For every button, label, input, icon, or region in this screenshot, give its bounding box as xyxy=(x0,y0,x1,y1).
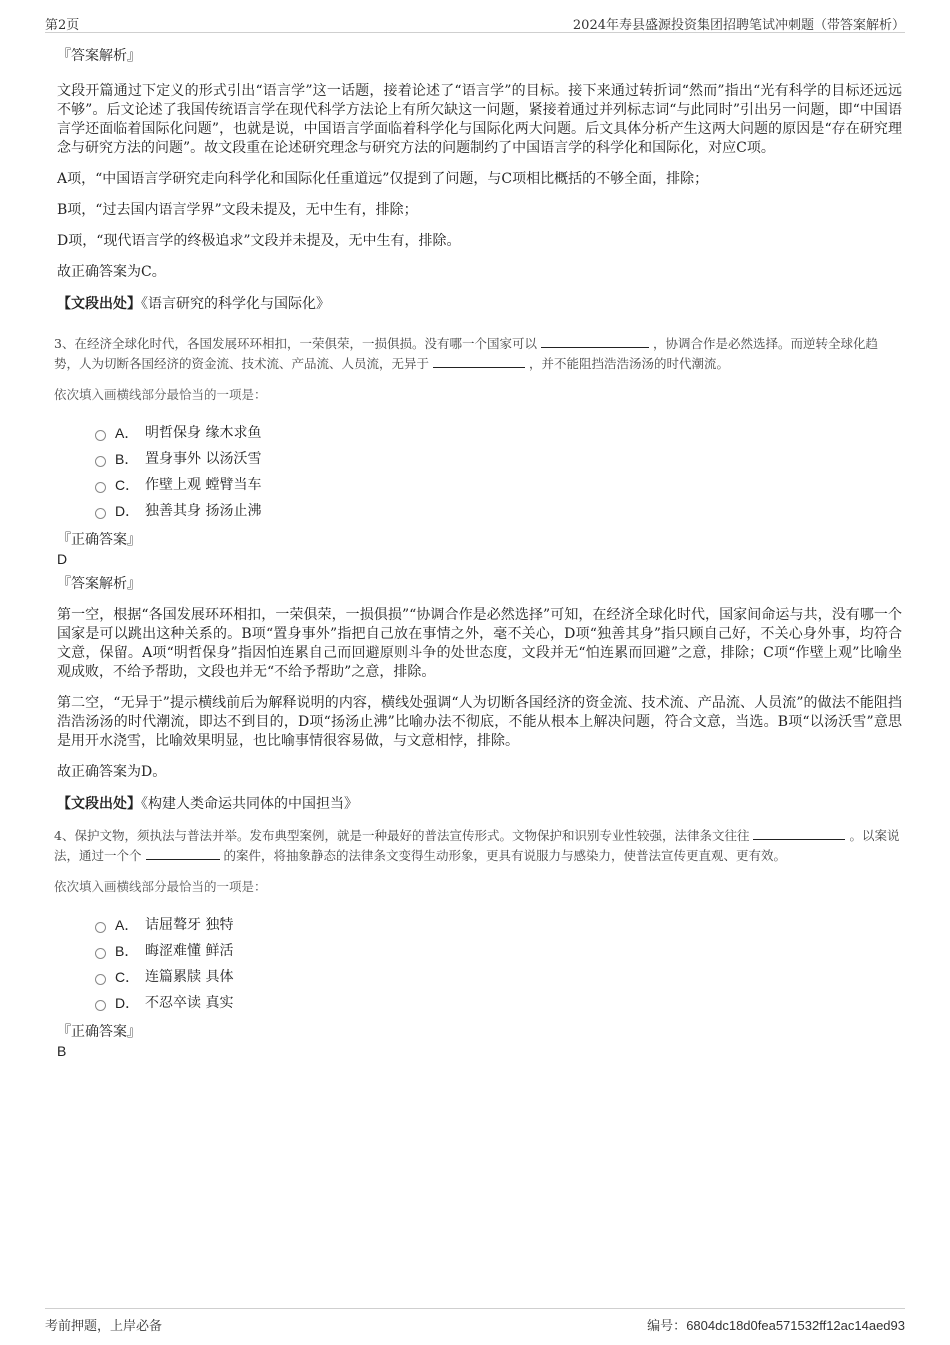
q3-conclusion: 故正确答案为D。 xyxy=(57,764,167,780)
q2-analysis-paragraph-1: 文段开篇通过下定义的形式引出“语言学”这一话题，接着论述了“语言学”的目标。接下来通过转折词“然而”指出“光有科学的目标还远远不够”。后文论述了我国传统语言学在现代科学方法论上有所欠缺这一问题，紧接着通过并列标志词“与此同时”引出另一问题，即“中国语言学还面临着国际化问题”，也就是说，中国语言学面临着科学化与国际化两大问题。后文具体分析产生这两大问题的原因是“存在研究理念与研究方法的问题”。故文段重在论述研究理念与研究方法的问题制约了中国语言学的科学化和国际化，对应C项。 xyxy=(57,83,902,156)
q2-source xyxy=(57,294,902,314)
option-text: 诘屈聱牙 独特 xyxy=(145,917,234,933)
code-value: 6804dc18d0fea571532ff12ac14aed93 xyxy=(686,1318,905,1333)
q2-analysis-label: 『答案解析』 xyxy=(57,48,141,64)
document-code xyxy=(647,1315,905,1334)
code-label: 编号： xyxy=(647,1318,687,1333)
q3-blank-2 xyxy=(433,355,525,368)
q4-blank-2 xyxy=(146,847,220,860)
option-text: 连篇累牍 具体 xyxy=(145,969,234,985)
q4-stem xyxy=(54,826,902,866)
q4-option-c[interactable] xyxy=(95,964,902,990)
q4-answer: B xyxy=(57,1043,67,1059)
q4-blank-1 xyxy=(753,827,845,840)
q3-stem xyxy=(54,334,902,374)
page-footer xyxy=(45,1308,905,1333)
option-letter: C． xyxy=(115,477,140,493)
radio-icon[interactable] xyxy=(95,922,106,933)
q3-options xyxy=(95,420,902,524)
q3-answer: D xyxy=(57,551,68,567)
q3-stem-part-3: ，并不能阻挡浩浩汤汤的时代潮流。 xyxy=(529,356,730,371)
q3-option-a[interactable] xyxy=(95,420,902,446)
page-content xyxy=(54,46,902,1060)
q3-answer-label: 『正确答案』 xyxy=(57,532,141,548)
q2-analysis-paragraph-2: A项，“中国语言学研究走向科学化和国际化任重道远”仅提到了问题，与C项相比概括的不够全面，排除； xyxy=(57,171,709,187)
q4-answer-label: 『正确答案』 xyxy=(57,1024,141,1040)
q4-instruction: 依次填入画横线部分最恰当的一项是： xyxy=(54,879,267,894)
q4-options xyxy=(95,912,902,1016)
page-header xyxy=(45,10,905,33)
option-letter: A． xyxy=(115,917,139,933)
q2-analysis-paragraph-3: B项，“过去国内语言学界”文段未提及，无中生有，排除； xyxy=(57,202,418,218)
q2-source-label: 【文段出处】 xyxy=(57,296,141,312)
q3-analysis-paragraph-2: 第二空，“无异于”提示横线前后为解释说明的内容，横线处强调“人为切断各国经济的资金流、技术流、产品流、人员流”的做法不能阻挡浩浩汤汤的时代潮流，即达不到目的，D项“扬汤止沸”比喻办法不彻底，不能从根本上解决问题，符合文意，当选。B项“以汤沃雪”意思是用开水浇雪，比喻效果明显，也比喻事情很容易做，与文意相悖，排除。 xyxy=(57,695,902,749)
radio-icon[interactable] xyxy=(95,430,106,441)
q3-stem-part-2: ，协调合作是必然选择。而逆转全球化趋势，人为切断各国经济的资金流、技术流、产品流、人员流，无异于 xyxy=(54,336,878,371)
q4-stem-part-2: 。以案说法，通过一个个 xyxy=(54,828,900,863)
q4-option-d[interactable] xyxy=(95,990,902,1016)
q3-stem-part-1: 3、在经济全球化时代，各国发展环环相扣，一荣俱荣，一损俱损。没有哪一个国家可以 xyxy=(54,336,537,351)
q3-option-d[interactable] xyxy=(95,498,902,524)
q2-source-title: 《语言研究的科学化与国际化》 xyxy=(141,296,330,312)
footer-slogan: 考前押题，上岸必备 xyxy=(45,1319,163,1334)
document-title: 2024年寿县盛源投资集团招聘笔试冲刺题（带答案解析） xyxy=(572,18,905,33)
option-letter: D． xyxy=(115,995,140,1011)
option-text: 置身事外 以汤沃雪 xyxy=(145,451,262,467)
q3-source xyxy=(57,794,902,814)
q2-conclusion: 故正确答案为C。 xyxy=(57,264,166,280)
radio-icon[interactable] xyxy=(95,508,106,519)
option-text: 晦涩难懂 鲜活 xyxy=(145,943,234,959)
q2-analysis-paragraph-4: D项，“现代语言学的终极追求”文段并未提及，无中生有，排除。 xyxy=(57,233,461,249)
option-letter: B． xyxy=(115,451,139,467)
page-number: 第2页 xyxy=(45,18,80,33)
q3-option-c[interactable] xyxy=(95,472,902,498)
q3-analysis-paragraph-1: 第一空，根据“各国发展环环相扣，一荣俱荣，一损俱损”“协调合作是必然选择”可知，在经济全球化时代，国家间命运与共，没有哪一个国家是可以跳出这种关系的。B项“置身事外”指把自己放在事情之外，毫不关心，D项“独善其身”指只顾自己好，不关心身外事，均符合文意，保留。A项“明哲保身”指因怕连累自己而回避原则斗争的处世态度，文段并无“怕连累而回避”之意，排除；C项“作壁上观”比喻坐观成败，不给予帮助，文段也并无“不给予帮助”之意，排除。 xyxy=(57,607,902,680)
option-text: 不忍卒读 真实 xyxy=(145,995,234,1011)
q4-stem-part-1: 4、保护文物，须执法与普法并举。发布典型案例，就是一种最好的普法宣传形式。文物保护和识别专业性较强，法律条文往往 xyxy=(54,828,750,843)
option-letter: A． xyxy=(115,425,139,441)
option-text: 作壁上观 螳臂当车 xyxy=(145,477,262,493)
radio-icon[interactable] xyxy=(95,948,106,959)
radio-icon[interactable] xyxy=(95,974,106,985)
q3-source-title: 《构建人类命运共同体的中国担当》 xyxy=(141,796,358,812)
radio-icon[interactable] xyxy=(95,456,106,467)
q3-instruction: 依次填入画横线部分最恰当的一项是： xyxy=(54,387,267,402)
option-letter: D． xyxy=(115,503,140,519)
q3-source-label: 【文段出处】 xyxy=(57,796,141,812)
q3-analysis-label: 『答案解析』 xyxy=(57,576,141,592)
q3-blank-1 xyxy=(541,335,649,348)
radio-icon[interactable] xyxy=(95,1000,106,1011)
option-text: 明哲保身 缘木求鱼 xyxy=(145,425,262,441)
q3-option-b[interactable] xyxy=(95,446,902,472)
q4-option-b[interactable] xyxy=(95,938,902,964)
option-text: 独善其身 扬汤止沸 xyxy=(145,503,262,519)
radio-icon[interactable] xyxy=(95,482,106,493)
option-letter: C． xyxy=(115,969,140,985)
option-letter: B． xyxy=(115,943,139,959)
q4-stem-part-3: 的案件，将抽象静态的法律条文变得生动形象，更具有说服力与感染力，使普法宣传更直观、更有效。 xyxy=(223,848,787,863)
q4-option-a[interactable] xyxy=(95,912,902,938)
